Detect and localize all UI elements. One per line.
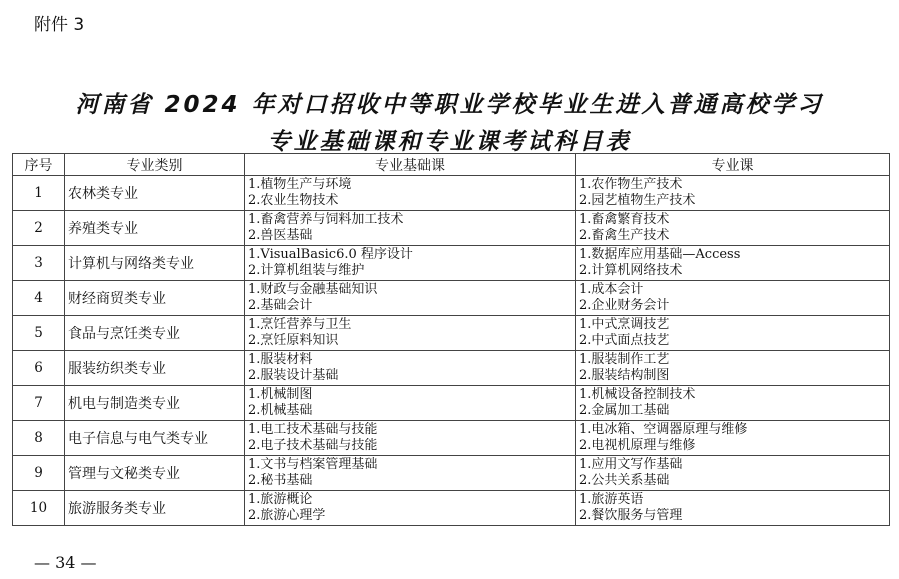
- major-courses-cell: [576, 351, 890, 386]
- row-number: 7: [13, 386, 65, 421]
- table-row: [13, 491, 890, 526]
- table-body: [13, 176, 890, 526]
- basic-course-item: 1.文书与档案管理基础: [248, 457, 378, 472]
- basic-course-item: 1.烹饪营养与卫生: [248, 317, 352, 332]
- major-courses-cell: [576, 386, 890, 421]
- table-row: [13, 281, 890, 316]
- major-category: 农林类专业: [65, 176, 245, 211]
- basic-course-item: 1.VisualBasic6.0 程序设计: [248, 247, 413, 262]
- basic-course-item: 2.机械基础: [248, 403, 313, 418]
- page-number: — 34 —: [34, 553, 97, 572]
- basic-course-item: 2.电子技术基础与技能: [248, 438, 378, 453]
- major-category: 旅游服务类专业: [65, 491, 245, 526]
- table-header-row: [13, 154, 890, 176]
- major-course-item: 2.畜禽生产技术: [579, 228, 670, 243]
- table-row: [13, 246, 890, 281]
- basic-course-item: 1.电工技术基础与技能: [248, 422, 378, 437]
- major-category: 电子信息与电气类专业: [65, 421, 245, 456]
- major-course-item: 1.机械设备控制技术: [579, 387, 696, 402]
- basic-courses-cell: [245, 281, 576, 316]
- row-number: 2: [13, 211, 65, 246]
- basic-courses-cell: [245, 176, 576, 211]
- major-courses-cell: [576, 176, 890, 211]
- major-course-item: 1.服装制作工艺: [579, 352, 670, 367]
- major-category: 机电与制造类专业: [65, 386, 245, 421]
- major-category: 养殖类专业: [65, 211, 245, 246]
- basic-courses-cell: [245, 211, 576, 246]
- table-row: [13, 456, 890, 491]
- row-number: 1: [13, 176, 65, 211]
- row-number: 5: [13, 316, 65, 351]
- basic-course-item: 2.基础会计: [248, 298, 313, 313]
- major-courses-cell: [576, 421, 890, 456]
- major-courses-cell: [576, 491, 890, 526]
- row-number: 10: [13, 491, 65, 526]
- major-course-item: 1.农作物生产技术: [579, 177, 683, 192]
- basic-course-item: 1.植物生产与环境: [248, 177, 352, 192]
- row-number: 9: [13, 456, 65, 491]
- table-row: [13, 316, 890, 351]
- basic-courses-cell: [245, 491, 576, 526]
- major-course-item: 1.畜禽繁育技术: [579, 212, 670, 227]
- major-course-item: 1.应用文写作基础: [579, 457, 683, 472]
- major-category: 服装纺织类专业: [65, 351, 245, 386]
- basic-courses-cell: [245, 246, 576, 281]
- attachment-label: 附件 3: [34, 15, 85, 35]
- basic-course-item: 1.机械制图: [248, 387, 313, 402]
- basic-course-item: 1.财政与金融基础知识: [248, 282, 378, 297]
- major-course-item: 2.餐饮服务与管理: [579, 508, 683, 523]
- major-courses-cell: [576, 211, 890, 246]
- basic-courses-cell: [245, 456, 576, 491]
- major-category: 食品与烹饪类专业: [65, 316, 245, 351]
- major-category: 财经商贸类专业: [65, 281, 245, 316]
- row-number: 3: [13, 246, 65, 281]
- basic-courses-cell: [245, 316, 576, 351]
- basic-course-item: 1.服装材料: [248, 352, 313, 367]
- major-category: 管理与文秘类专业: [65, 456, 245, 491]
- exam-subjects-table: [12, 153, 890, 526]
- table-row: [13, 386, 890, 421]
- basic-courses-cell: [245, 421, 576, 456]
- major-course-item: 1.旅游英语: [579, 492, 644, 507]
- basic-course-item: 2.烹饪原料知识: [248, 333, 339, 348]
- major-courses-cell: [576, 316, 890, 351]
- basic-courses-cell: [245, 386, 576, 421]
- header-no: 序号: [13, 154, 65, 176]
- header-basic-courses: 专业基础课: [245, 154, 576, 176]
- major-course-item: 1.电冰箱、空调器原理与维修: [579, 422, 748, 437]
- basic-course-item: 2.兽医基础: [248, 228, 313, 243]
- major-courses-cell: [576, 281, 890, 316]
- major-course-item: 2.公共关系基础: [579, 473, 670, 488]
- major-category: 计算机与网络类专业: [65, 246, 245, 281]
- table-row: [13, 351, 890, 386]
- major-course-item: 2.中式面点技艺: [579, 333, 670, 348]
- major-course-item: 2.金属加工基础: [579, 403, 670, 418]
- major-course-item: 1.成本会计: [579, 282, 644, 297]
- row-number: 4: [13, 281, 65, 316]
- table-row: [13, 211, 890, 246]
- basic-course-item: 1.畜禽营养与饲料加工技术: [248, 212, 404, 227]
- major-course-item: 2.电视机原理与维修: [579, 438, 696, 453]
- major-course-item: 2.服装结构制图: [579, 368, 670, 383]
- basic-course-item: 1.旅游概论: [248, 492, 313, 507]
- basic-courses-cell: [245, 351, 576, 386]
- major-course-item: 2.园艺植物生产技术: [579, 193, 696, 208]
- major-course-item: 1.数据库应用基础—Access: [579, 247, 741, 262]
- row-number: 6: [13, 351, 65, 386]
- row-number: 8: [13, 421, 65, 456]
- document-title-line2: 专业基础课和专业课考试科目表: [267, 129, 632, 155]
- basic-course-item: 2.农业生物技术: [248, 193, 339, 208]
- basic-course-item: 2.服装设计基础: [248, 368, 339, 383]
- basic-course-item: 2.秘书基础: [248, 473, 313, 488]
- basic-course-item: 2.旅游心理学: [248, 508, 326, 523]
- major-course-item: 2.计算机网络技术: [579, 263, 683, 278]
- header-category: 专业类别: [65, 154, 245, 176]
- major-courses-cell: [576, 456, 890, 491]
- table-row: [13, 176, 890, 211]
- major-courses-cell: [576, 246, 890, 281]
- basic-course-item: 2.计算机组装与维护: [248, 263, 365, 278]
- major-course-item: 1.中式烹调技艺: [579, 317, 670, 332]
- table-row: [13, 421, 890, 456]
- major-course-item: 2.企业财务会计: [579, 298, 670, 313]
- document-title-line1: 河南省 2024 年对口招收中等职业学校毕业生进入普通高校学习: [75, 92, 824, 118]
- header-major-courses: 专业课: [576, 154, 890, 176]
